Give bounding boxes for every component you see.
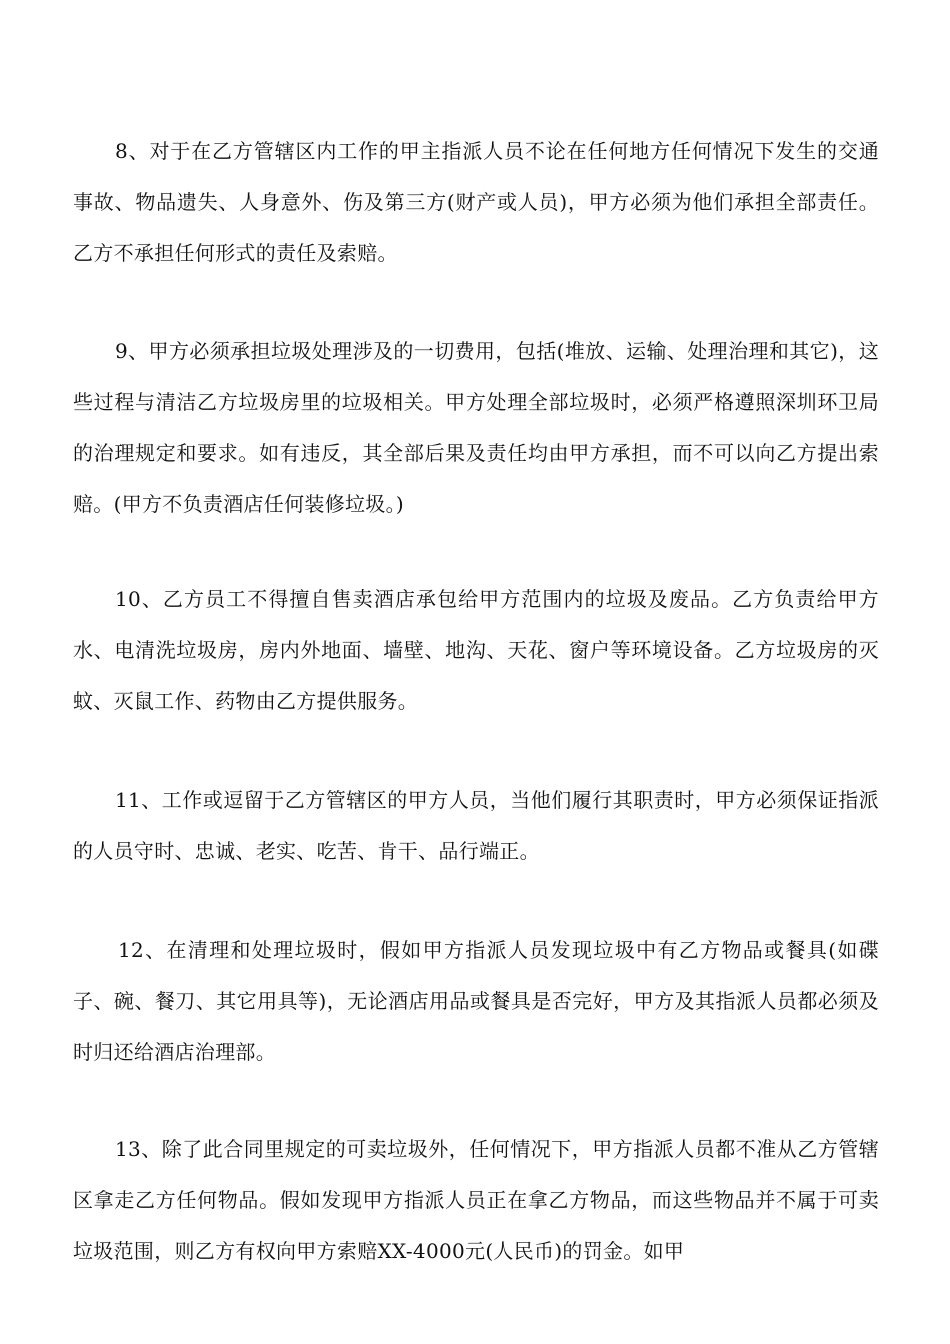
clause-12: 12、在清理和处理垃圾时，假如甲方指派人员发现垃圾中有乙方物品或餐具(如碟子、碗、餐刀、其它用具等)，无论酒店用品或餐具是否完好，甲方及其指派人员都必须及时归还给酒店治理部。 [73, 938, 879, 1064]
clause-10: 10、乙方员工不得擅自售卖酒店承包给甲方范围内的垃圾及废品。乙方负责给甲方水、电清洗垃圾房，房内外地面、墙壁、地沟、天花、窗户等环境设备。乙方垃圾房的灭蚊、灭鼠工作、药物由乙方提供服务。 [73, 587, 879, 713]
clause-9: 9、甲方必须承担垃圾处理涉及的一切费用，包括(堆放、运输、处理治理和其它)，这些过程与清洁乙方垃圾房里的垃圾相关。甲方处理全部垃圾时，必须严格遵照深圳环卫局的治理规定和要求。如有违反，其全部后果及责任均由甲方承担，而不可以向乙方提出索赔。(甲方不负责酒店任何装修垃圾。) [73, 339, 879, 516]
clause-13: 13、除了此合同里规定的可卖垃圾外，任何情况下，甲方指派人员都不准从乙方管辖区拿走乙方任何物品。假如发现甲方指派人员正在拿乙方物品，而这些物品并不属于可卖垃圾范围，则乙方有权向甲方索赔XX-4000元(人民币)的罚金。如甲 [73, 1137, 879, 1263]
clause-11: 11、工作或逗留于乙方管辖区的甲方人员，当他们履行其职责时，甲方必须保证指派的人员守时、忠诚、老实、吃苦、肯干、品行端正。 [73, 788, 879, 863]
clause-8: 8、对于在乙方管辖区内工作的甲主指派人员不论在任何地方任何情况下发生的交通事故、物品遗失、人身意外、伤及第三方(财产或人员)，甲方必须为他们承担全部责任。乙方不承担任何形式的责任及索赔。 [73, 139, 879, 265]
